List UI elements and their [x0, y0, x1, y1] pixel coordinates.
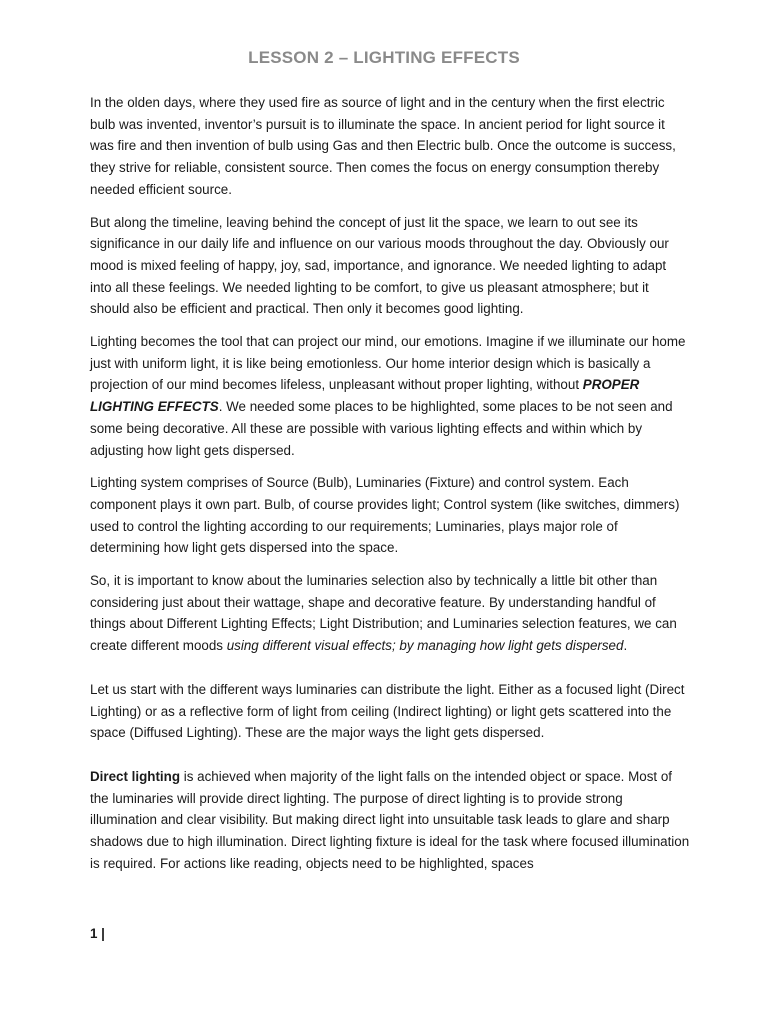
paragraph-7 — [90, 766, 690, 875]
paragraph-4 — [90, 472, 690, 559]
paragraph-6-text: Let us start with the different ways luminaries can distribute the light. Either as a focused light (Direct Lighting) or as a reflective form of light from ceiling (Indirect lighting) or light gets scattered into the space (Diffused Lighting). These are the major ways the light gets dispersed. — [90, 681, 685, 741]
lesson-title: LESSON 2 – LIGHTING EFFECTS — [248, 48, 520, 67]
page-number: 1 | — [90, 926, 105, 941]
paragraph-4-text: Lighting system comprises of Source (Bulb), Luminaries (Fixture) and control system. Each component plays it own part. Bulb, of course provides light; Control system (like switches, dimmers) used to control the lighting according to our requirements; Luminaries, plays major role of determining how light gets dispersed into the space. — [90, 475, 680, 556]
paragraph-2 — [90, 212, 690, 321]
paragraph-1-text: In the olden days, where they used fire as source of light and in the century when the first electric bulb was invented, inventor’s pursuit is to illuminate the space. In ancient period for light source it was fire and then invention of bulb using Gas and then Electric bulb. Once the outcome is success, they strive for reliable, consistent source. Then comes the focus on energy consumption thereby needed efficient source. — [90, 95, 676, 197]
paragraph-5-text-after: . — [623, 638, 628, 654]
document-body — [90, 92, 690, 886]
direct-lighting-term: Direct lighting — [90, 768, 181, 784]
paragraph-3-text-after: . We needed some places to be highlighted, some places to be not seen and some being decorative. All these are possible with various lighting effects and within which by adjusting how light gets dispersed. — [90, 399, 673, 458]
paragraph-2-text: But along the timeline, leaving behind the concept of just lit the space, we learn to out see its significance in our daily life and influence on our various moods throughout the day. Obviously our mood is mixed feeling of happy, joy, sad, importance, and ignorance. We needed lighting to adapt into all these feelings. We needed lighting to be comfort, to give us pleasant atmosphere; but it should also be efficient and practical. Then only it becomes good lighting. — [90, 214, 669, 317]
paragraph-7-text: is achieved when majority of the light falls on the intended object or space. Most of the luminaries will provide direct lighting. The purpose of direct lighting is to provide strong illumination and clear visibility. But making direct light into unsuitable task leads to glare and sharp shadows due to high illumination. Direct lighting fixture is ideal for the task where focused illumination is required. For actions like reading, objects need to be highlighted, spaces — [90, 768, 690, 871]
paragraph-3-text-before: Lighting becomes the tool that can project our mind, our emotions. Imagine if we illuminate our home just with uniform light, it is like being emotionless. Our home interior design which is basically a projection of our mind becomes lifeless, unpleasant without proper lighting, without — [90, 334, 686, 393]
paragraph-1 — [90, 92, 690, 201]
paragraph-6 — [90, 679, 690, 744]
paragraph-5-text-before: So, it is important to know about the luminaries selection also by technically a little bit other than considering just about their wattage, shape and decorative feature. By understanding handful of things about Different Lighting Effects; Light Distribution; and Luminaries selection features, we can create different moods — [90, 573, 677, 654]
paragraph-5-italic: using different visual effects; by managing how light gets dispersed — [226, 638, 624, 654]
paragraph-3 — [90, 331, 690, 461]
proper-lighting-effects-emphasis: PROPER LIGHTING EFFECTS — [90, 377, 640, 415]
paragraph-5 — [90, 570, 690, 657]
